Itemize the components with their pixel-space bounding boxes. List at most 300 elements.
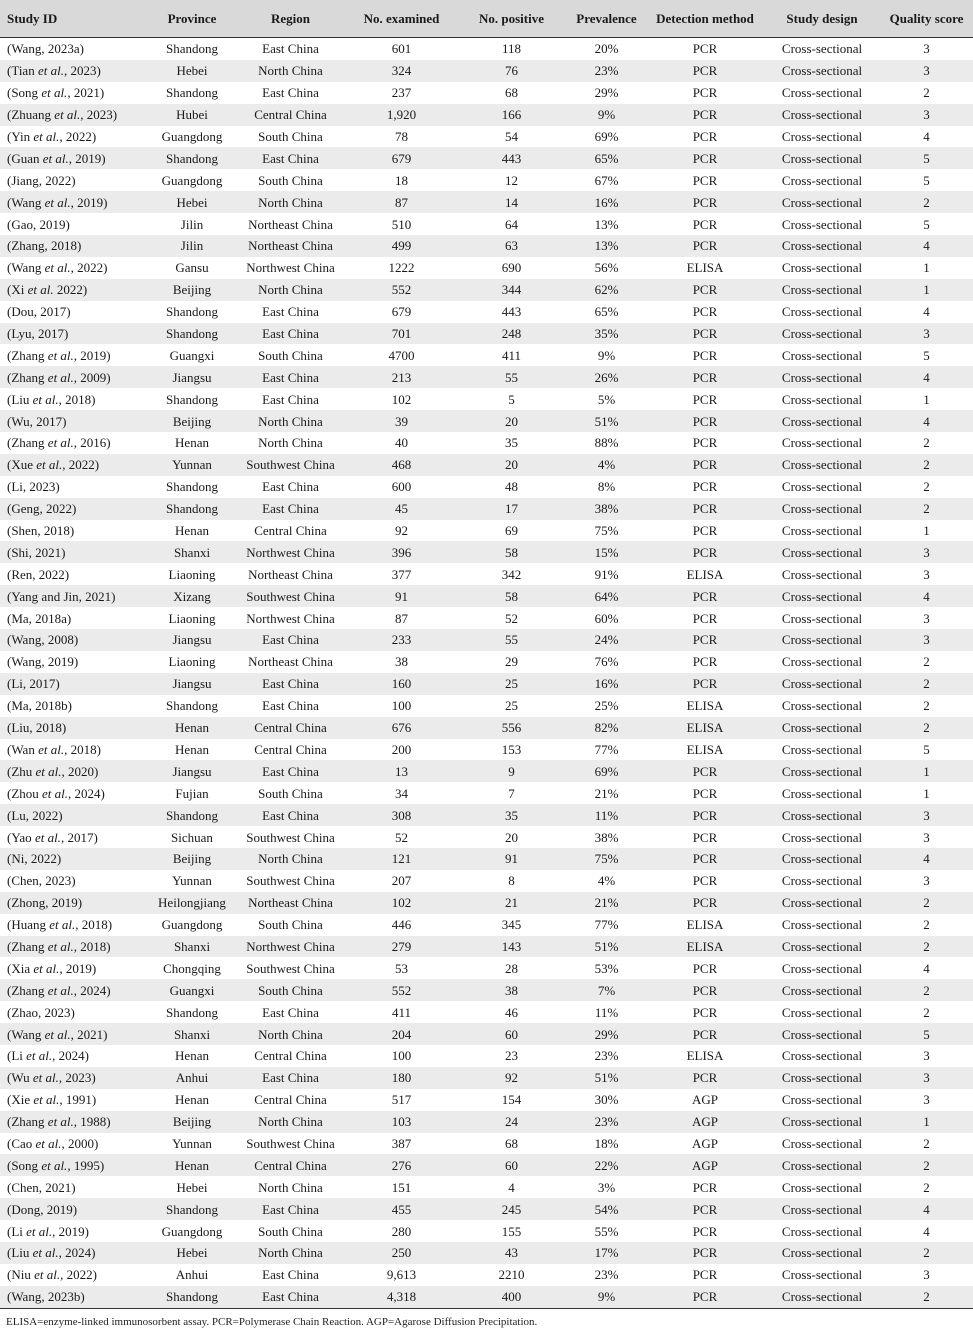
- cell-region: North China: [234, 279, 347, 301]
- cell-detection-method: PCR: [646, 1286, 764, 1308]
- cell-quality-score: 3: [880, 804, 973, 826]
- cell-region: North China: [258, 435, 323, 451]
- cell-no-positive: 25: [505, 698, 518, 714]
- table-row: [0, 1176, 973, 1198]
- cell-province: Hebei: [176, 1179, 208, 1195]
- study-id-text: (Liu, 2018): [7, 720, 67, 736]
- cell-no-positive: 154: [501, 1092, 522, 1108]
- cell-no-examined: 250: [347, 1242, 456, 1264]
- table-row: [0, 870, 973, 892]
- cell-province: Yunnan: [172, 1135, 212, 1151]
- cell-detection-method: AGP: [691, 1135, 718, 1151]
- study-id-text: , 2000): [61, 1135, 99, 1151]
- cell-region: South China: [234, 979, 347, 1001]
- table-row: [0, 1220, 973, 1242]
- cell-no-positive: 60: [456, 1023, 567, 1045]
- cell-study-design: Cross-sectional: [764, 717, 880, 739]
- cell-prevalence: 51%: [567, 410, 646, 432]
- cell-no-positive: 68: [505, 85, 518, 101]
- cell-no-positive: 245: [456, 1198, 567, 1220]
- cell-region: North China: [234, 410, 347, 432]
- cell-prevalence: 51%: [567, 936, 646, 958]
- cell-detection-method: PCR: [646, 454, 764, 476]
- study-id-text: , 1991): [59, 1092, 97, 1108]
- cell-province: Jilin: [180, 216, 204, 232]
- cell-study-design: Cross-sectional: [781, 216, 863, 232]
- cell-prevalence: 65%: [594, 304, 619, 320]
- cell-detection-method: PCR: [692, 1179, 718, 1195]
- cell-quality-score: 4: [923, 129, 930, 144]
- cell-prevalence: 24%: [567, 629, 646, 651]
- header-no-examined: No. examined: [347, 0, 456, 38]
- study-id-text: (Li, 2017): [7, 676, 60, 692]
- cell-no-positive: 54: [505, 129, 518, 144]
- cell-detection-method: PCR: [692, 216, 718, 232]
- cell-quality-score: 3: [923, 610, 930, 626]
- table-row: [0, 848, 973, 870]
- cell-province: Guangdong: [161, 917, 223, 933]
- cell-study-design: Cross-sectional: [781, 304, 863, 320]
- cell-province: Beijing: [150, 279, 234, 301]
- study-id-text: , 2016): [73, 435, 111, 451]
- study-id-text: (Ni, 2022): [7, 851, 62, 867]
- cell-province: Hebei: [150, 1242, 234, 1264]
- study-id-text: (Li, 2023): [7, 479, 60, 495]
- table-row: [0, 1023, 973, 1045]
- et-al-italic: et al.: [34, 829, 61, 845]
- study-id-text: (Wang, 2019): [7, 654, 79, 670]
- cell-region: East China: [262, 391, 319, 407]
- cell-prevalence: 67%: [594, 172, 619, 188]
- cell-quality-score: 5: [923, 741, 930, 757]
- cell-prevalence: 13%: [594, 216, 619, 232]
- cell-no-positive: 68: [505, 1135, 518, 1151]
- table-row: [0, 257, 973, 279]
- cell-study-id: [0, 1242, 150, 1264]
- cell-no-positive: 411: [501, 347, 522, 363]
- study-id-text: , 2024): [68, 785, 105, 801]
- cell-quality-score: 3: [880, 541, 973, 563]
- cell-study-design: Cross-sectional: [781, 785, 863, 801]
- cell-study-id: [0, 695, 150, 717]
- cell-study-id: [0, 782, 150, 804]
- cell-region: East China: [262, 85, 319, 101]
- cell-region: North China: [234, 1111, 347, 1133]
- table-row: [0, 629, 973, 651]
- cell-no-positive: 8: [508, 873, 515, 889]
- cell-study-id: [0, 257, 150, 279]
- cell-no-examined: 151: [391, 1179, 412, 1195]
- cell-prevalence: 30%: [594, 1092, 619, 1108]
- cell-no-positive: 58: [456, 585, 567, 607]
- cell-region: Southwest China: [234, 454, 347, 476]
- cell-quality-score: 3: [923, 566, 930, 582]
- study-id-text: (Xie: [7, 1092, 34, 1108]
- et-al-italic: et al.: [47, 982, 74, 998]
- cell-quality-score: 2: [880, 717, 973, 739]
- cell-study-design: Cross-sectional: [764, 1286, 880, 1308]
- cell-no-positive: 20: [505, 829, 518, 845]
- study-id-text: (Chen, 2023): [7, 873, 76, 889]
- cell-study-id: [0, 1198, 150, 1220]
- study-id-text: (Song: [7, 85, 42, 101]
- cell-province: Shandong: [166, 391, 218, 407]
- cell-prevalence: 77%: [594, 741, 619, 757]
- cell-province: Shandong: [166, 85, 218, 101]
- study-id-text: , 2009): [73, 369, 111, 385]
- cell-study-design: Cross-sectional: [781, 1048, 863, 1064]
- cell-study-design: Cross-sectional: [764, 1067, 880, 1089]
- header-prevalence: Prevalence: [567, 0, 646, 38]
- cell-no-positive: 400: [456, 1286, 567, 1308]
- study-id-text: (Zhang: [7, 1114, 48, 1130]
- study-id-text: (Xia: [7, 960, 34, 976]
- cell-region: East China: [234, 147, 347, 169]
- cell-region: East China: [262, 1004, 319, 1020]
- cell-detection-method: PCR: [692, 1223, 718, 1239]
- table-row: [0, 432, 973, 454]
- cell-detection-method: PCR: [692, 873, 718, 889]
- cell-quality-score: 4: [880, 585, 973, 607]
- cell-no-examined: 87: [395, 610, 408, 626]
- cell-quality-score: 4: [880, 848, 973, 870]
- cell-study-id: [0, 1023, 150, 1045]
- cell-detection-method: PCR: [646, 323, 764, 345]
- cell-no-positive: 35: [456, 804, 567, 826]
- et-al-italic: et al.: [49, 917, 76, 933]
- cell-study-id: [0, 147, 150, 169]
- study-id-text: , 2019): [70, 194, 108, 210]
- cell-prevalence: 60%: [594, 610, 619, 626]
- cell-province: Shandong: [150, 1198, 234, 1220]
- cell-study-design: Cross-sectional: [764, 804, 880, 826]
- table-row: [0, 1133, 973, 1155]
- cell-study-design: Cross-sectional: [764, 541, 880, 563]
- cell-study-design: Cross-sectional: [764, 235, 880, 257]
- et-al-italic: et al.: [38, 741, 65, 757]
- cell-study-id: [0, 344, 150, 366]
- cell-no-positive: 443: [501, 304, 522, 320]
- cell-study-id: [0, 826, 150, 848]
- cell-no-positive: 55: [456, 366, 567, 388]
- cell-study-id: [0, 673, 150, 695]
- cell-prevalence: 9%: [567, 104, 646, 126]
- cell-no-positive: 23: [505, 1048, 518, 1064]
- cell-region: Central China: [234, 1154, 347, 1176]
- study-id-text: (Li: [7, 1048, 27, 1064]
- cell-study-id: [0, 498, 150, 520]
- cell-quality-score: 2: [880, 1154, 973, 1176]
- cell-prevalence: 77%: [594, 917, 619, 933]
- cell-province: Henan: [175, 523, 209, 539]
- study-id-text: (Zhuang: [7, 107, 55, 123]
- cell-study-id: [0, 60, 150, 82]
- cell-study-design: Cross-sectional: [781, 917, 863, 933]
- et-al-italic: et al.: [44, 194, 71, 210]
- cell-quality-score: 2: [880, 673, 973, 695]
- cell-detection-method: PCR: [692, 304, 718, 320]
- cell-no-examined: 499: [347, 235, 456, 257]
- et-al-italic: et al.: [26, 1223, 53, 1239]
- cell-study-id: [0, 1220, 150, 1242]
- cell-quality-score: 1: [880, 279, 973, 301]
- cell-study-design: Cross-sectional: [781, 698, 863, 714]
- cell-no-positive: 12: [505, 172, 518, 188]
- cell-no-examined: 180: [347, 1067, 456, 1089]
- cell-no-positive: 60: [456, 1154, 567, 1176]
- study-id-text: (Wang: [7, 260, 45, 276]
- cell-no-examined: 200: [391, 741, 412, 757]
- cell-prevalence: 65%: [567, 147, 646, 169]
- cell-no-positive: 25: [456, 673, 567, 695]
- cell-region: Central China: [234, 104, 347, 126]
- cell-study-design: Cross-sectional: [781, 1004, 863, 1020]
- cell-detection-method: PCR: [646, 1198, 764, 1220]
- cell-prevalence: 3%: [597, 1179, 616, 1195]
- cell-quality-score: 5: [923, 347, 930, 363]
- cell-prevalence: 8%: [597, 479, 616, 495]
- cell-no-examined: 233: [347, 629, 456, 651]
- et-al-italic: et al.: [47, 369, 74, 385]
- table-row: [0, 388, 973, 410]
- study-id-text: , 2018): [58, 391, 96, 407]
- cell-quality-score: 3: [923, 873, 930, 889]
- cell-no-positive: 556: [456, 717, 567, 739]
- cell-detection-method: PCR: [646, 279, 764, 301]
- cell-prevalence: 75%: [594, 523, 619, 539]
- cell-region: East China: [262, 1267, 319, 1283]
- cell-detection-method: PCR: [646, 410, 764, 432]
- cell-detection-method: PCR: [692, 85, 718, 101]
- cell-no-examined: 308: [347, 804, 456, 826]
- table-row: [0, 104, 973, 126]
- cell-no-positive: 24: [456, 1111, 567, 1133]
- cell-province: Shandong: [166, 479, 218, 495]
- cell-prevalence: 91%: [594, 566, 619, 582]
- cell-quality-score: 1: [923, 260, 930, 276]
- cell-no-examined: 468: [347, 454, 456, 476]
- et-al-italic: et al.: [32, 1245, 59, 1261]
- cell-no-positive: 29: [505, 654, 518, 670]
- cell-no-positive: 345: [501, 917, 522, 933]
- cell-study-design: Cross-sectional: [764, 673, 880, 695]
- cell-prevalence: 4%: [567, 454, 646, 476]
- table-row: [0, 563, 973, 585]
- cell-study-design: Cross-sectional: [764, 629, 880, 651]
- cell-no-positive: 46: [505, 1004, 518, 1020]
- cell-detection-method: PCR: [646, 979, 764, 1001]
- table-row: [0, 126, 973, 148]
- cell-region: North China: [234, 60, 347, 82]
- cell-province: Sichuan: [171, 829, 213, 845]
- cell-region: North China: [234, 1242, 347, 1264]
- cell-prevalence: 7%: [567, 979, 646, 1001]
- et-al-italic: et al.: [27, 282, 54, 298]
- cell-no-positive: 690: [501, 260, 522, 276]
- cell-study-id: [0, 979, 150, 1001]
- cell-study-design: Cross-sectional: [781, 129, 863, 144]
- cell-prevalence: 5%: [597, 391, 616, 407]
- cell-region: Northeast China: [234, 235, 347, 257]
- cell-province: Liaoning: [168, 610, 216, 626]
- table-row: [0, 782, 973, 804]
- cell-province: Shandong: [150, 804, 234, 826]
- cell-quality-score: 2: [923, 435, 930, 451]
- cell-prevalence: 25%: [594, 698, 619, 714]
- table-row: [0, 1111, 973, 1133]
- cell-province: Jiangsu: [150, 673, 234, 695]
- cell-province: Guangxi: [150, 979, 234, 1001]
- cell-province: Shandong: [150, 1286, 234, 1308]
- cell-region: Northwest China: [246, 610, 335, 626]
- study-id-text: , 2019): [68, 150, 106, 166]
- cell-detection-method: PCR: [646, 235, 764, 257]
- study-id-text: (Zhang: [7, 435, 48, 451]
- et-al-italic: et al.: [47, 1114, 74, 1130]
- table-row: [0, 1067, 973, 1089]
- cell-region: East China: [262, 304, 319, 320]
- cell-study-id: [0, 870, 150, 892]
- et-al-italic: et al.: [42, 785, 69, 801]
- cell-study-design: Cross-sectional: [781, 1179, 863, 1195]
- cell-study-id: [0, 936, 150, 958]
- cell-region: Northeast China: [234, 892, 347, 914]
- cell-study-design: Cross-sectional: [764, 498, 880, 520]
- cell-no-examined: 676: [347, 717, 456, 739]
- study-id-text: (Tian: [7, 63, 38, 79]
- cell-province: Henan: [175, 435, 209, 451]
- cell-study-design: Cross-sectional: [764, 410, 880, 432]
- cell-study-id: [0, 629, 150, 651]
- cell-prevalence: 20%: [594, 41, 619, 57]
- cell-prevalence: 35%: [567, 323, 646, 345]
- cell-detection-method: ELISA: [686, 260, 724, 276]
- cell-detection-method: PCR: [646, 585, 764, 607]
- cell-prevalence: 69%: [567, 760, 646, 782]
- study-id-text: (Wan: [7, 741, 39, 757]
- cell-detection-method: PCR: [646, 104, 764, 126]
- table-row: [0, 1089, 973, 1111]
- study-id-text: , 1988): [73, 1114, 111, 1130]
- cell-region: East China: [234, 498, 347, 520]
- cell-no-examined: 446: [391, 917, 412, 933]
- cell-study-id: [0, 892, 150, 914]
- et-al-italic: et al.: [41, 1157, 68, 1173]
- cell-detection-method: PCR: [692, 654, 718, 670]
- cell-province: Shanxi: [150, 541, 234, 563]
- table-row: [0, 673, 973, 695]
- cell-study-id: [0, 191, 150, 213]
- cell-detection-method: PCR: [646, 673, 764, 695]
- cell-province: Yunnan: [172, 873, 212, 889]
- study-id-text: (Zhang: [7, 369, 48, 385]
- study-id-text: (Lu, 2022): [7, 807, 63, 823]
- cell-prevalence: 21%: [567, 892, 646, 914]
- table-row: [0, 498, 973, 520]
- table-row: [0, 651, 973, 673]
- cell-region: East China: [234, 1286, 347, 1308]
- cell-study-id: [0, 1001, 150, 1023]
- cell-study-id: [0, 1111, 150, 1133]
- cell-region: Southwest China: [234, 585, 347, 607]
- cell-province: Henan: [175, 1048, 209, 1064]
- cell-prevalence: 54%: [567, 1198, 646, 1220]
- cell-detection-method: PCR: [692, 479, 718, 495]
- cell-quality-score: 2: [880, 191, 973, 213]
- cell-region: Central China: [254, 1048, 327, 1064]
- cell-quality-score: 2: [923, 698, 930, 714]
- cell-detection-method: ELISA: [686, 566, 724, 582]
- table-row: [0, 191, 973, 213]
- cell-no-positive: 20: [456, 410, 567, 432]
- cell-study-id: [0, 760, 150, 782]
- cell-study-id: [0, 520, 150, 542]
- cell-region: North China: [258, 1179, 323, 1195]
- cell-region: Central China: [234, 717, 347, 739]
- cell-study-id: [0, 82, 150, 104]
- cell-study-design: Cross-sectional: [764, 60, 880, 82]
- study-id-text: (Guan: [7, 150, 43, 166]
- study-id-text: , 2022): [59, 129, 97, 144]
- cell-prevalence: 18%: [594, 1135, 619, 1151]
- cell-province: Hebei: [150, 191, 234, 213]
- cell-no-examined: 279: [347, 936, 456, 958]
- cell-province: Guangdong: [161, 1223, 223, 1239]
- study-id-text: (Wu, 2017): [7, 413, 67, 429]
- study-id-text: (Dong, 2019): [7, 1201, 78, 1217]
- cell-quality-score: 2: [923, 1179, 930, 1195]
- cell-region: Central China: [254, 1092, 327, 1108]
- study-id-text: , 2019): [73, 347, 111, 363]
- study-id-text: (Liu: [7, 391, 33, 407]
- table-row: [0, 826, 973, 848]
- table-row: [0, 1154, 973, 1176]
- cell-quality-score: 3: [880, 1067, 973, 1089]
- cell-study-design: Cross-sectional: [781, 610, 863, 626]
- et-al-italic: et al.: [47, 435, 74, 451]
- cell-region: South China: [258, 347, 323, 363]
- table-row: [0, 739, 973, 761]
- cell-no-examined: 237: [391, 85, 412, 101]
- cell-no-examined: 455: [347, 1198, 456, 1220]
- header-detection-method: Detection method: [646, 0, 764, 38]
- et-al-italic: et al.: [32, 1070, 59, 1086]
- cell-quality-score: 2: [923, 1004, 930, 1020]
- cell-no-examined: 40: [395, 435, 408, 451]
- table-row: [0, 936, 973, 958]
- cell-prevalence: 11%: [594, 1004, 619, 1020]
- cell-detection-method: PCR: [692, 1004, 718, 1020]
- cell-study-id: [0, 476, 150, 498]
- cell-study-design: Cross-sectional: [781, 1092, 863, 1108]
- table-row: [0, 213, 973, 235]
- cell-prevalence: 64%: [567, 585, 646, 607]
- cell-quality-score: 5: [880, 1023, 973, 1045]
- study-id-text: (Wang, 2008): [7, 632, 79, 648]
- et-al-italic: et al.: [35, 1135, 62, 1151]
- cell-no-examined: 13: [347, 760, 456, 782]
- cell-no-examined: 276: [347, 1154, 456, 1176]
- cell-study-design: Cross-sectional: [764, 279, 880, 301]
- cell-province: Beijing: [150, 1111, 234, 1133]
- cell-province: Heilongjiang: [150, 892, 234, 914]
- cell-study-design: Cross-sectional: [781, 347, 863, 363]
- cell-no-examined: 34: [395, 785, 408, 801]
- cell-no-positive: 7: [508, 785, 515, 801]
- cell-region: East China: [262, 41, 319, 57]
- cell-quality-score: 2: [923, 917, 930, 933]
- cell-province: Liaoning: [168, 654, 216, 670]
